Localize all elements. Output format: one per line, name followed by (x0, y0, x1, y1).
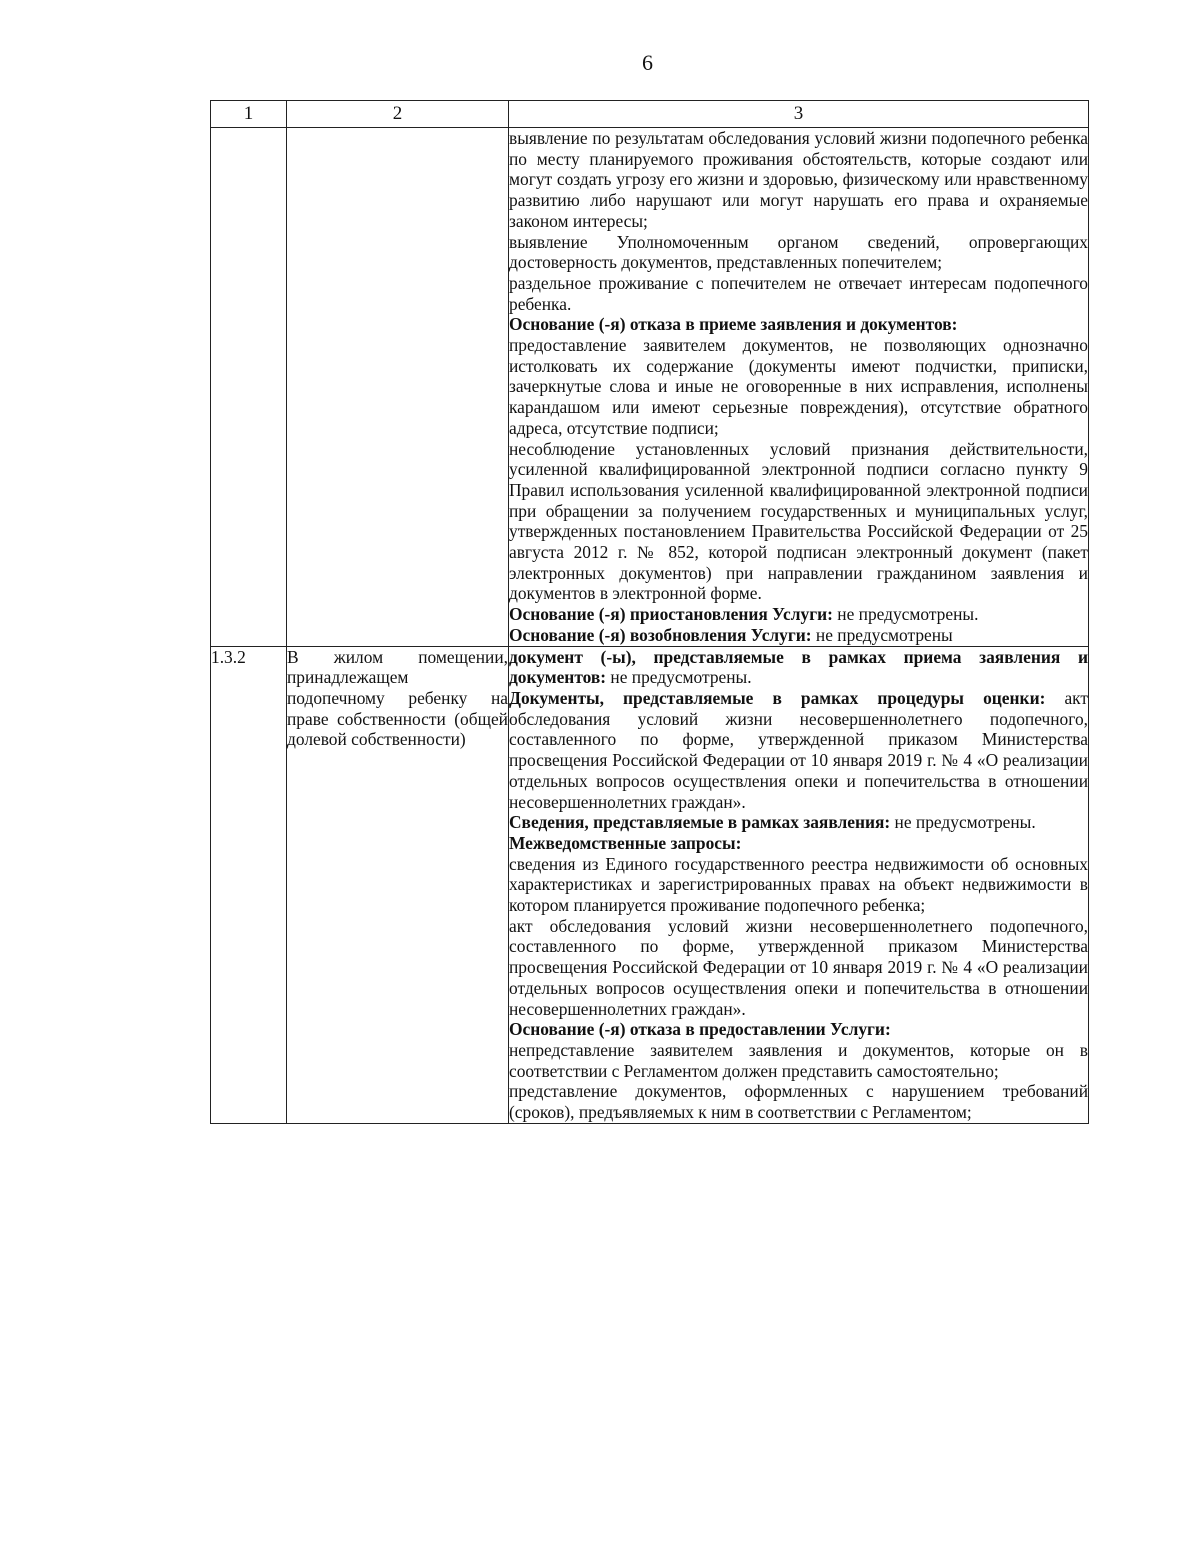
paragraph (509, 128, 1088, 232)
paragraph (509, 1019, 1088, 1040)
paragraph-text: сведения из Единого государственного реестра недвижимости об основных характеристиках и зарегистрированных правах на объект недвижимости в котором планируется проживание подопечного ребенка; (509, 853, 1088, 916)
table-row (211, 646, 1089, 1123)
row2-condition: В жилом помещении, принадлежащем подопечному ребенку на праве собственности (общей долевой собственности) (287, 646, 509, 1123)
paragraph (509, 647, 1088, 688)
paragraph-text: выявление Уполномоченным органом сведений, опровергающих достоверность документов, представленных попечителем; (509, 231, 1088, 273)
paragraph (509, 439, 1088, 605)
paragraph (509, 812, 1088, 833)
paragraph-heading: Документы, представляемые в рамках процедуры оценки: (509, 687, 1046, 708)
paragraph-heading: документ (-ы), представляемые в рамках приема заявления и документов: (509, 646, 1088, 688)
paragraph (509, 688, 1088, 812)
paragraph (509, 232, 1088, 273)
paragraph-heading: Основание (-я) отказа в приеме заявления и документов: (509, 314, 958, 335)
paragraph-text: несоблюдение установленных условий признания действительности, усиленной квалифицированной электронной подписи согласно пункту 9 Правил использования усиленной квалифицированной электронной подписи при обращении за получением государственных и муниципальных услуг, утвержденных постановлением Правительства Российской Федерации от 25 августа 2012 г. № 852, которой подписан электронный документ (пакет электронных документов) при направлении гражданином заявления и документов в электронной форме. (509, 438, 1088, 604)
paragraph-text: выявление по результатам обследования условий жизни подопечного ребенка по месту планируемого проживания обстоятельств, которые создают или могут создать угрозу его жизни и здоровью, физическому или нравственному развитию либо нарушают или могут нарушать его права и охраняемые законом интересы; (509, 128, 1088, 231)
row2-number: 1.3.2 (211, 646, 287, 1123)
paragraph (509, 854, 1088, 916)
paragraph-heading: Основание (-я) приостановления Услуги: (509, 604, 833, 625)
paragraph (509, 1040, 1088, 1081)
paragraph-text: акт обследования условий жизни несовершеннолетнего подопечного, составленного по форме, утвержденной приказом Министерства просвещения Российской Федерации от 10 января 2019 г. № 4 «О реализации отдельных вопросов осуществления опеки и попечительства в отношении несовершеннолетних граждан». (509, 687, 1088, 812)
paragraph-text: представление документов, оформленных с нарушением требований (сроков), предъявляемых к ним в соответствии с Регламентом; (509, 1081, 1088, 1123)
page-number: 6 (642, 50, 653, 75)
paragraph-text: раздельное проживание с попечителем не отвечает интересам подопечного ребенка. (509, 272, 1088, 314)
paragraph-heading: Межведомственные запросы: (509, 832, 742, 853)
row1-number (211, 128, 287, 647)
table-row (211, 128, 1089, 647)
paragraph (509, 833, 1088, 854)
column-header-2: 2 (287, 101, 509, 128)
paragraph (509, 604, 1088, 625)
paragraph-text: не предусмотрены. (890, 812, 1036, 833)
paragraph (509, 1081, 1088, 1122)
column-header-1: 1 (211, 101, 287, 128)
row1-condition (287, 128, 509, 647)
paragraph-text: не предусмотрены. (606, 667, 752, 688)
paragraph-text: акт обследования условий жизни несовершеннолетнего подопечного, составленного по форме, утвержденной приказом Министерства просвещения Российской Федерации от 10 января 2019 г. № 4 «О реализации отдельных вопросов осуществления опеки и попечительства в отношении несовершеннолетних граждан». (509, 915, 1088, 1019)
paragraph-text: не предусмотрены (811, 624, 953, 645)
regulation-table (210, 100, 1089, 1124)
row2-content (509, 646, 1089, 1123)
paragraph (509, 916, 1088, 1020)
column-header-3: 3 (509, 101, 1089, 128)
paragraph-text: предоставление заявителем документов, не позволяющих однозначно истолковать их содержание (документы имеют подчистки, приписки, зачеркнутые слова и иные не оговоренные в них исправления, исполнены карандашом или имеют серьезные повреждения), отсутствие обратного адреса, отсутствие подписи; (509, 335, 1088, 438)
paragraph (509, 314, 1088, 335)
paragraph (509, 273, 1088, 314)
table-header-row (211, 101, 1089, 128)
row1-content (509, 128, 1089, 647)
paragraph (509, 335, 1088, 439)
paragraph-heading: Сведения, представляемые в рамках заявления: (509, 812, 891, 833)
paragraph-text: непредставление заявителем заявления и документов, которые он в соответствии с Регламентом должен представить самостоятельно; (509, 1039, 1088, 1081)
paragraph-text: не предусмотрены. (832, 604, 979, 625)
paragraph (509, 625, 1088, 646)
paragraph-heading: Основание (-я) отказа в предоставлении Услуги: (509, 1019, 891, 1040)
paragraph-heading: Основание (-я) возобновления Услуги: (509, 624, 812, 645)
